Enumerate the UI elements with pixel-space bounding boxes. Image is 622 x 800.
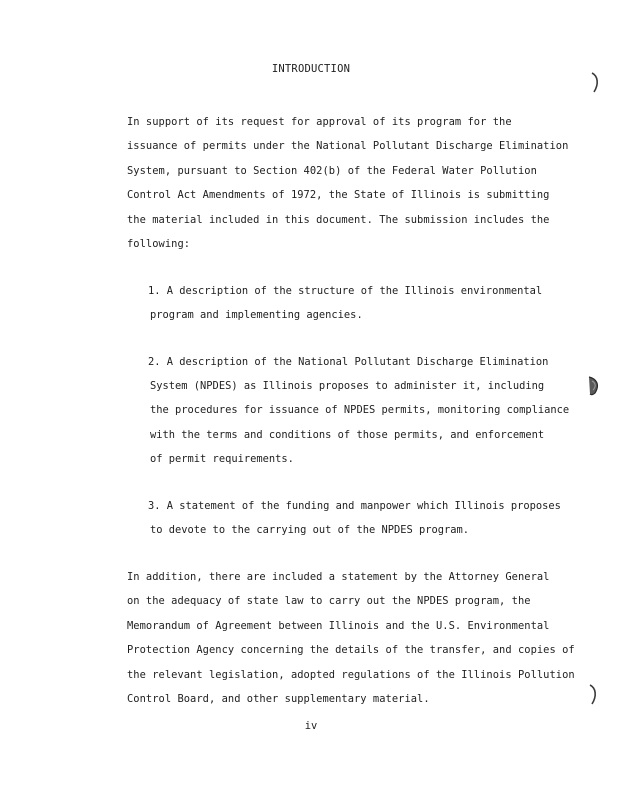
- text-line: with the terms and conditions of those permits, and enforcement: [150, 428, 545, 441]
- closing-paragraph: [127, 565, 575, 711]
- binder-hole-mark-icon: [586, 373, 604, 399]
- text-line: issuance of permits under the National Pollutant Discharge Elimination: [127, 140, 569, 153]
- text-line: the relevant legislation, adopted regulations of the Illinois Pollution: [127, 668, 575, 681]
- page-number: iv: [304, 720, 318, 732]
- text-line: In support of its request for approval of its program for the: [127, 116, 512, 128]
- text-line: 3. A statement of the funding and manpower which Illinois proposes: [148, 500, 561, 512]
- binder-hole-mark-icon: [588, 70, 602, 96]
- page-title: INTRODUCTION: [271, 63, 351, 75]
- text-line: of permit requirements.: [150, 452, 294, 465]
- text-line: Memorandum of Agreement between Illinois and the U.S. Environmental: [127, 619, 550, 632]
- text-line: Protection Agency concerning the details of the transfer, and copies of: [127, 644, 575, 657]
- text-line: on the adequacy of state law to carry out the NPDES program, the: [127, 595, 531, 608]
- text-line: System, pursuant to Section 402(b) of the Federal Water Pollution: [127, 164, 537, 177]
- text-line: 1. A description of the structure of the Illinois environmental: [148, 285, 543, 297]
- text-line: to devote to the carrying out of the NPDES program.: [150, 524, 470, 537]
- text-line: 2. A description of the National Pollutant Discharge Elimination: [148, 356, 549, 368]
- text-line: Control Board, and other supplementary material.: [127, 693, 430, 706]
- list-item: [148, 494, 561, 542]
- intro-paragraph: [127, 110, 568, 256]
- list-item: [148, 279, 542, 327]
- text-line: following:: [127, 238, 191, 251]
- text-line: In addition, there are included a statement by the Attorney General: [127, 571, 550, 583]
- text-line: program and implementing agencies.: [150, 309, 363, 322]
- text-line: System (NPDES) as Illinois proposes to administer it, including: [150, 380, 545, 393]
- text-line: the procedures for issuance of NPDES permits, monitoring compliance: [150, 404, 570, 417]
- binder-hole-mark-icon: [586, 682, 600, 708]
- text-line: the material included in this document. The submission includes the: [127, 213, 550, 226]
- list-item: [148, 350, 569, 471]
- text-line: Control Act Amendments of 1972, the State of Illinois is submitting: [127, 189, 550, 202]
